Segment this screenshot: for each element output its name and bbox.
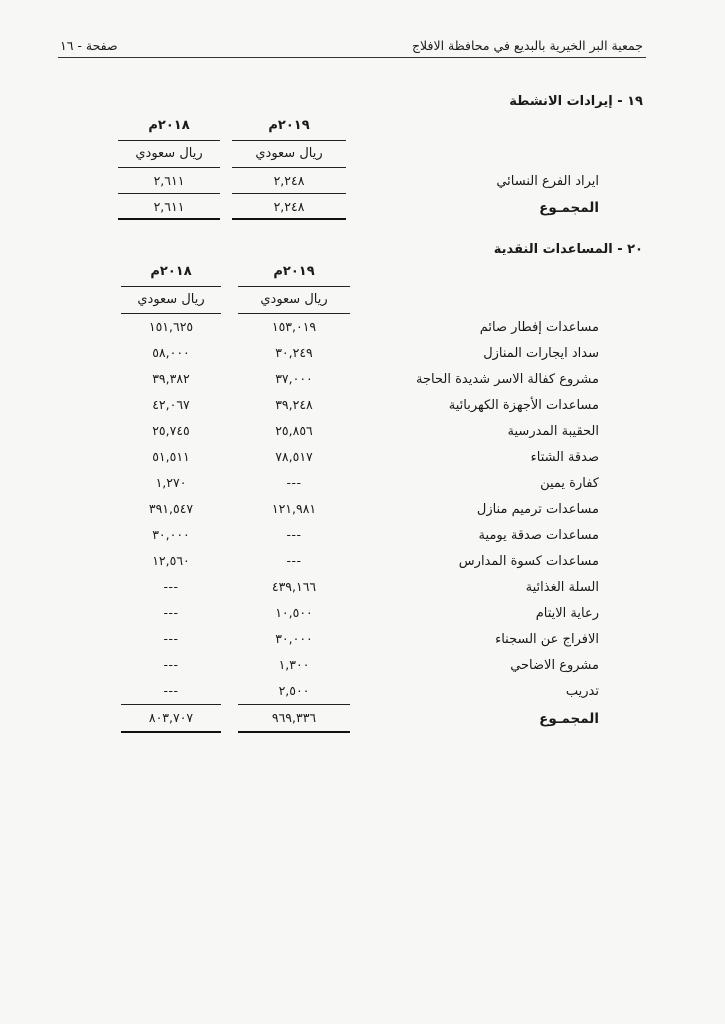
s20-value-2019: ---	[286, 475, 302, 490]
s19-year-2018: ٢٠١٨م	[148, 118, 190, 133]
s19-rule-2019	[232, 140, 346, 141]
s20-year-2018: ٢٠١٨م	[150, 264, 192, 279]
s19-row-label: ايراد الفرع النسائي	[496, 174, 599, 189]
s20-year-2019: ٢٠١٩م	[273, 264, 315, 279]
s20-total-2019: ٩٦٩,٣٣٦	[271, 710, 317, 725]
s20-row-label: تدريب	[565, 684, 599, 699]
s20-value-2019: ١,٣٠٠	[278, 657, 310, 672]
s20-rule-2019	[238, 286, 350, 287]
s20-row-label: مشروع كفالة الاسر شديدة الحاجة	[416, 372, 599, 387]
section-20-title: ٢٠ - المساعدات النقدية	[493, 242, 643, 257]
s19-total-label: المجمـوع	[539, 200, 599, 216]
header-divider	[58, 57, 646, 58]
s20-unit-2018: ريال سعودي	[137, 292, 205, 307]
s20-value-2018: ٢٥,٧٤٥	[152, 423, 190, 438]
s20-value-2018: ١,٢٧٠	[155, 475, 187, 490]
s20-rule2-2019	[238, 313, 350, 314]
s20-value-2019: ---	[286, 527, 302, 542]
s20-value-2019: ---	[286, 553, 302, 568]
s20-value-2019: ١٢١,٩٨١	[271, 501, 317, 516]
s20-value-2018: ٣٠,٠٠٠	[152, 527, 190, 542]
s20-value-2018: ١٢,٥٦٠	[152, 553, 190, 568]
s20-value-2019: ٤٣٩,١٦٦	[271, 579, 317, 594]
s20-rule2-2018	[121, 313, 221, 314]
s19-total-rule-2018	[118, 218, 220, 220]
s20-total-label: المجمـوع	[539, 711, 599, 727]
s19-subtotal-rule-2018	[118, 193, 220, 194]
s20-value-2019: ٣٩,٢٤٨	[275, 397, 313, 412]
s20-row-label: مشروع الاضاحي	[510, 658, 599, 673]
s20-total-rule-2019	[238, 731, 350, 733]
section-19-title: ١٩ - إيرادات الانشطة	[509, 94, 643, 109]
s20-row-label: مساعدات الأجهزة الكهربائية	[448, 398, 599, 413]
s20-value-2018: ٤٢,٠٦٧	[152, 397, 190, 412]
s20-value-2018: ---	[163, 605, 179, 620]
s20-subtotal-rule-2018	[121, 704, 221, 705]
s20-row-label: رعاية الايتام	[535, 606, 599, 621]
s20-rule-2018	[121, 286, 221, 287]
s20-value-2019: ٢,٥٠٠	[278, 683, 310, 698]
s20-total-2018: ٨٠٣,٧٠٧	[148, 710, 194, 725]
s19-rule2-2019	[232, 167, 346, 168]
s20-value-2018: ---	[163, 631, 179, 646]
s20-subtotal-rule-2019	[238, 704, 350, 705]
s19-unit-2018: ريال سعودي	[135, 146, 203, 161]
s20-value-2018: ١٥١,٦٢٥	[148, 319, 194, 334]
s20-row-label: الحقيبة المدرسية	[507, 424, 599, 439]
s19-total-2018: ٢,٦١١	[153, 199, 185, 214]
s20-total-rule-2018	[121, 731, 221, 733]
s20-value-2019: ٢٥,٨٥٦	[275, 423, 313, 438]
s20-row-label: السلة الغذائية	[525, 580, 599, 595]
s20-value-2018: ٣٩١,٥٤٧	[148, 501, 194, 516]
s20-row-label: سداد ايجارات المنازل	[483, 346, 599, 361]
s19-year-2019: ٢٠١٩م	[268, 118, 310, 133]
s20-row-label: مساعدات صدقة يومية	[478, 528, 599, 543]
s20-value-2019: ١٠,٥٠٠	[275, 605, 313, 620]
s20-value-2018: ---	[163, 683, 179, 698]
s20-value-2018: ٥١,٥١١	[152, 449, 190, 464]
s20-value-2019: ١٥٣,٠١٩	[271, 319, 317, 334]
s20-row-label: الافراج عن السجناء	[495, 632, 599, 647]
s19-subtotal-rule-2019	[232, 193, 346, 194]
s20-unit-2019: ريال سعودي	[260, 292, 328, 307]
page-number: صفحة - ١٦	[60, 38, 118, 53]
s19-total-rule-2019	[232, 218, 346, 220]
s20-value-2018: ---	[163, 657, 179, 672]
s20-value-2018: ٣٩,٣٨٢	[152, 371, 190, 386]
s19-row-value-2018: ٢,٦١١	[153, 173, 185, 188]
s20-row-label: مساعدات إفطار صائم	[479, 320, 599, 335]
s20-value-2019: ٣٠,٠٠٠	[275, 631, 313, 646]
org-name-header: جمعية البر الخيرية بالبديع في محافظة الافلاج	[411, 38, 643, 53]
s20-row-label: مساعدات كسوة المدارس	[458, 554, 599, 569]
s20-value-2019: ٣٧,٠٠٠	[275, 371, 313, 386]
s20-value-2019: ٣٠,٢٤٩	[275, 345, 313, 360]
s20-value-2019: ٧٨,٥١٧	[275, 449, 313, 464]
s19-total-2019: ٢,٢٤٨	[273, 199, 305, 214]
s19-unit-2019: ريال سعودي	[255, 146, 323, 161]
s19-rule2-2018	[118, 167, 220, 168]
s20-row-label: كفارة يمين	[540, 476, 599, 491]
s20-value-2018: ---	[163, 579, 179, 594]
s20-value-2018: ٥٨,٠٠٠	[152, 345, 190, 360]
s20-row-label: مساعدات ترميم منازل	[476, 502, 599, 517]
s19-rule-2018	[118, 140, 220, 141]
s19-row-value-2019: ٢,٢٤٨	[273, 173, 305, 188]
s20-row-label: صدقة الشتاء	[530, 450, 599, 465]
